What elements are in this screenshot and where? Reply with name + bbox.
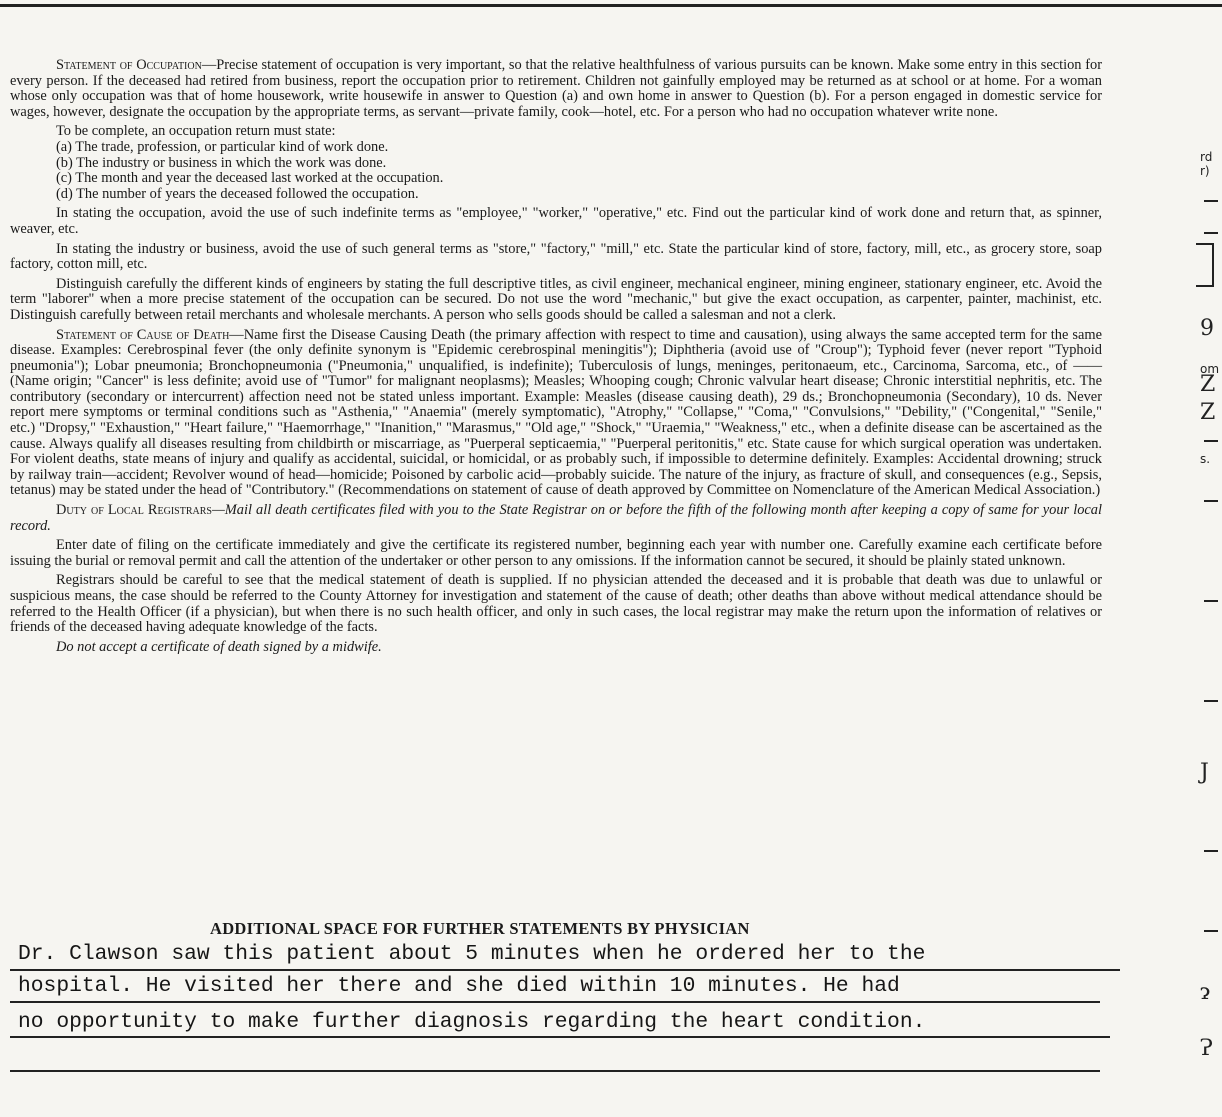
list-item: (d) The number of years the deceased followed the occupation. [56, 185, 419, 202]
midwife-paragraph [10, 640, 1102, 656]
margin-mark: J [1200, 760, 1209, 785]
margin-bracket [1196, 243, 1214, 287]
occupation-intro: To be complete, an occupation return must state: [56, 123, 336, 140]
cause-paragraph [10, 328, 1102, 500]
occupation-paragraph [10, 58, 1102, 120]
margin-fragment: rd [1200, 150, 1213, 164]
margin-fragment: s. [1200, 452, 1211, 466]
margin-fragment: r) [1200, 164, 1210, 178]
margin-rule [1204, 440, 1218, 442]
medical-statement-paragraph: Registrars should be careful to see that the medical statement of death is supplied. If no physician attended the deceased and it is probable that death was due to unlawful or suspicious means, the case should be referred to the County Attorney for investigation and statement of the cause of death; other deaths than above without medical attendance should be referred to the Health Officer (if a physician), but when there is no such health officer, and only in such cases, the local registrar may make the return upon the information of relatives or friends of the deceased having adequate knowledge of the facts. [10, 572, 1102, 636]
registrars-heading: Duty of Local Registrars [56, 502, 212, 519]
instructions-text [10, 58, 1102, 659]
underline-rule [10, 1001, 1100, 1003]
margin-rule [1204, 200, 1218, 202]
margin-fragment: om [1200, 362, 1220, 376]
registrars-paragraph [10, 503, 1102, 534]
registrars-text: —Mail all death certificates filed with you to the State Registrar on or before the fifth of the following month after keeping a copy of same for your local record. [10, 502, 1102, 534]
occupation-heading: Statement of Occupation [56, 57, 202, 73]
underline-rule [10, 1036, 1110, 1038]
occupation-text: —Precise statement of occupation is very important, so that the relative healthfulness of various pursuits can be known. Make some entry in this section for every person. If the deceased had retired from business, report the occupation prior to retirement. Children not gainfully employed may be returned as at school or at home. For a woman whose only occupation was that of home housework, write housewife in answer to Question (a) and own home in answer to Question (b). For a person engaged in domestic service for wages, however, designate the occupation by the appropriate terms, as servant—private family, cook—hotel, etc. For a person who had no occupation whatever write none. [10, 57, 1102, 120]
midwife-text: Do not accept a certificate of death signed by a midwife. [56, 638, 382, 655]
list-item: (c) The month and year the deceased last worked at the occupation. [56, 170, 444, 187]
cause-heading: Statement of Cause of Death [56, 326, 230, 343]
underline-rule [10, 969, 1120, 971]
physician-statement-line-2: hospital. He visited her there and she died within 10 minutes. He had [18, 974, 900, 998]
margin-rule [1204, 600, 1218, 602]
margin-mark: 9 [1200, 316, 1214, 341]
industry-paragraph: In stating the industry or business, avoid the use of such general terms as "store," "factory," "mill," etc. State the particular kind of store, factory, mill, etc., as grocery store, soap factory, cotton mill, etc. [10, 240, 1102, 273]
occupation-terms-paragraph: In stating the occupation, avoid the use of such indefinite terms as "employee," "worker," "operative," etc. Find out the particular kind of work done and return that, as spinner, weaver, etc. [10, 205, 1102, 237]
physician-statement-line-3: no opportunity to make further diagnosis regarding the heart condition. [18, 1010, 926, 1034]
cause-text: —Name first the Disease Causing Death (the primary affection with respect to time and causation), using always the same accepted term for the same disease. Examples: Cerebrospinal fever (the only definite synonym is "Epidemic cerebrospinal meningitis"); Diphtheria (avoid use of "Croup"); Typhoid fever (never report "Typhoid pneumonia"); Lobar pneumonia; Bronchopneumonia ("Pneumonia," unqualified, is indefinite); Tuberculosis of lungs, meninges, peritonaeum, etc., Carcinoma, Sarcoma, etc., of —— (Name origin; "Cancer" is less definite; avoid use of "Tumor" for malignant neoplasms); Measles; Whooping cough; Chronic valvular heart disease; Chronic interstitial nephritis, etc. The contributory (secondary or intercurrent) affection need not be stated unless important. Example: Measles (disease causing death), 29 ds.; Bronchopneumonia (Secondary), 10 ds. Never report mere symptoms or terminal conditions such as "Asthenia," "Anaemia" (merely symptomatic), "Atrophy," "Collapse," "Coma," "Convulsions," "Debility," ("Congenital," "Senile," etc.) "Dropsy," "Exhaustion," "Heart failure," "Haemorrhage," "Inanition," "Marasmus," "Old age," "Shock," "Uraemia," "Weakness," etc., when a definite disease can be ascertained as the cause. Always qualify all diseases resulting from childbirth or miscarriage, as "Puerperal septicaemia," "Puerperal peritonitis," etc. State cause for which surgical operation was undertaken. For violent deaths, state means of injury and qualify as accidental, suicidal, or homicidal, or as probably such, if impossible to determine definitely. Examples: Accidental drowning; struck by railway train—accident; Revolver wound of head—homicide; Poisoned by carbolic acid—probably suicide. The nature of the injury, as fracture of skull, and consequences (e.g., Sepsis, tetanus) may be stated under the head of "Contributory." (Recommendations on statement of cause of death approved by Committee on Nomenclature of the American Medical Association.) [10, 326, 1102, 499]
list-item: (b) The industry or business in which the work was done. [56, 154, 387, 171]
underline-rule [10, 1070, 1100, 1072]
margin-mark: ɂ [1200, 980, 1211, 1005]
engineers-paragraph: Distinguish carefully the different kinds of engineers by stating the full descriptive titles, as civil engineer, mechanical engineer, mining engineer, stationary engineer, etc. Avoid the term "laborer" when a more precise statement of the occupation can be secured. Do not use the word "mechanic," but give the exact occupation, as carpenter, painter, machinist, etc. Distinguish carefully between retail merchants and wholesale merchants. A person who sells goods should be called a salesman and not a clerk. [10, 275, 1102, 323]
margin-rule [1204, 850, 1218, 852]
list-item: (a) The trade, profession, or particular kind of work done. [56, 138, 389, 155]
margin-mark: Ɂ [1200, 1036, 1213, 1061]
margin-rule [1204, 232, 1218, 234]
margin-rule [1204, 700, 1218, 702]
filing-paragraph: Enter date of filing on the certificate immediately and give the certificate its registered number, beginning each year with number one. Carefully examine each certificate before issuing the burial or removal permit and call the attention of the undertaker or other person to any omissions. If the information cannot be secured, it should be plainly stated unknown. [10, 537, 1102, 569]
top-border-rule [0, 4, 1222, 7]
occupation-requirements-list [56, 140, 1102, 202]
physician-statement-line-1: Dr. Clawson saw this patient about 5 minutes when he ordered her to the [18, 942, 926, 966]
margin-rule [1204, 500, 1218, 502]
margin-mark: Z [1200, 372, 1216, 397]
additional-space-heading: ADDITIONAL SPACE FOR FURTHER STATEMENTS BY PHYSICIAN [210, 919, 750, 938]
margin-rule [1204, 930, 1218, 932]
margin-mark: Z [1200, 400, 1216, 425]
